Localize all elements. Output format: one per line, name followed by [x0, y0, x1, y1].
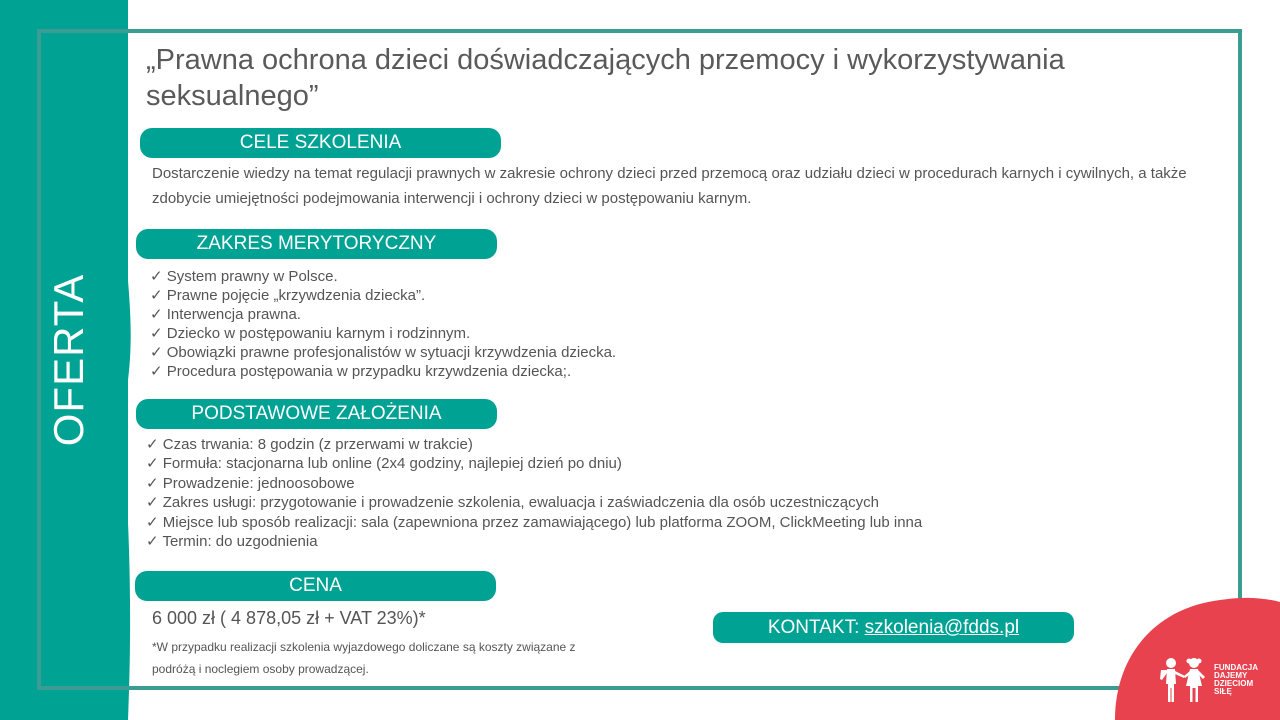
scope-list [150, 267, 616, 381]
section-heading-basics: PODSTAWOWE ZAŁOŻENIA [136, 399, 497, 429]
foundation-logo [1158, 656, 1258, 704]
price-note: *W przypadku realizacji szkolenia wyjazdowego doliczane są koszty związane z podróżą i noclegiem osoby prowadzącej. [152, 640, 576, 676]
section-heading-goals: CELE SZKOLENIA [140, 128, 501, 158]
list-item: ✓ Zakres usługi: przygotowanie i prowadzenie szkolenia, ewaluacja i zaświadczenia dla osób uczestniczących [146, 494, 879, 512]
goals-text: Dostarczenie wiedzy na temat regulacji prawnych w zakresie ochrony dzieci przed przemocą oraz udziału dzieci w procedurach karnych i cywilnych, a także zdobycie umiejętności podejmowania interwencji i ochrony dzieci w postępowaniu karnym. [152, 165, 1187, 207]
list-item: ✓ Interwencja prawna. [150, 306, 301, 323]
children-holding-hands-icon [1158, 656, 1210, 704]
contact-email-link[interactable]: szkolenia@fdds.pl [864, 617, 1020, 638]
section-heading-price: CENA [135, 571, 496, 601]
contact-box [713, 612, 1074, 643]
logo-text-line: DZIECIOM [1214, 679, 1254, 688]
list-item: ✓ Dziecko w postępowaniu karnym i rodzinnym. [150, 325, 471, 342]
section-heading-scope: ZAKRES MERYTORYCZNY [136, 229, 497, 259]
basics-list [146, 435, 922, 551]
list-item: ✓ Formuła: stacjonarna lub online (2x4 godziny, najlepiej dzień po dniu) [146, 455, 622, 473]
price-value: 6 000 zł ( 4 878,05 zł + VAT 23%)* [152, 608, 426, 628]
logo-text-line: SIŁĘ [1214, 687, 1232, 696]
list-item: ✓ Miejsce lub sposób realizacji: sala (zapewniona przez zamawiającego) lub platforma ZOOM, ClickMeeting lub inna [146, 513, 923, 531]
list-item: ✓ Prowadzenie: jednoosobowe [146, 474, 355, 492]
page-title: „Prawna ochrona dzieci doświadczających przemocy i wykorzystywania seksualnego” [146, 44, 1065, 112]
list-item: ✓ Procedura postępowania w przypadku krzywdzenia dziecka;. [150, 363, 572, 380]
logo-text-line: FUNDACJA [1214, 663, 1258, 672]
contact-label: KONTAKT: [767, 617, 865, 638]
side-label: OFERTA [45, 273, 92, 447]
logo-text [1214, 664, 1258, 696]
list-item: ✓ System prawny w Polsce. [150, 268, 338, 285]
list-item: ✓ Prawne pojęcie „krzywdzenia dziecka”. [150, 287, 426, 304]
list-item: ✓ Obowiązki prawne profesjonalistów w sytuacji krzywdzenia dziecka. [150, 344, 617, 361]
list-item: ✓ Termin: do uzgodnienia [146, 533, 318, 551]
list-item: ✓ Czas trwania: 8 godzin (z przerwami w trakcie) [146, 436, 473, 453]
logo-text-line: DAJEMY [1214, 671, 1248, 680]
